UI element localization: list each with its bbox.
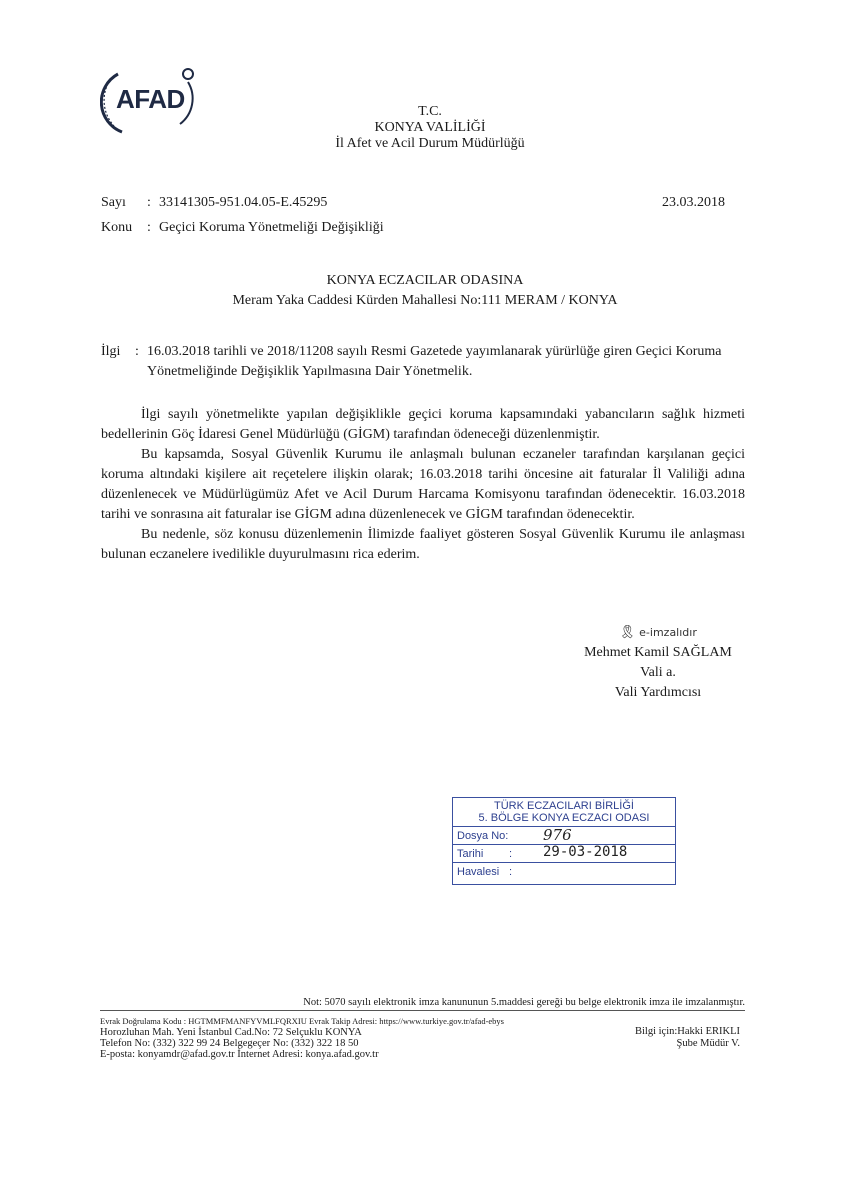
stamp-havale-label: Havalesi bbox=[457, 866, 500, 878]
ilgi-label: İlgi bbox=[101, 344, 121, 359]
stamp-havale-colon: : bbox=[509, 866, 513, 878]
recipient-name: KONYA ECZACILAR ODASINA bbox=[326, 273, 524, 288]
recipient-address: Meram Yaka Caddesi Kürden Mahallesi No:111 MERAM / KONYA bbox=[232, 293, 618, 308]
received-stamp bbox=[452, 797, 676, 885]
stamp-tarih-label: Tarihi bbox=[457, 848, 484, 860]
document-header bbox=[240, 104, 620, 152]
body-paragraph-3: Bu nedenle, söz konusu düzenlemenin İlimizde faaliyet gösteren Sosyal Güvenlik Kurumu ile anlaşması bulunan eczanelere ivedilikle duyurulmasını rica ederim. bbox=[101, 527, 745, 562]
ilgi-text: 16.03.2018 tarihli ve 2018/11208 sayılı Resmi Gazetede yayımlanarak yürürlüğe giren Geçici Koruma Yönetmeliğinde Değişiklik Yapılmasına Dair Yönetmelik. bbox=[147, 344, 722, 379]
stamp-line-2: 5. BÖLGE KONYA ECZACI ODASI bbox=[478, 812, 650, 824]
esignature-text: e-imzalıdır bbox=[639, 626, 697, 639]
logo-text: AFAD bbox=[116, 84, 185, 114]
body-paragraph-1: İlgi sayılı yönetmelikte yapılan değişiklikle geçici koruma kapsamındaki yabancıların sağlık hizmeti bedellerinin Göç İdaresi Genel Müdürlüğü (GİGM) tarafından ödeneceği düzenlenmiştir. bbox=[101, 407, 745, 442]
konu-row: Konu : Geçici Koruma Yönetmeliği Değişikliği bbox=[101, 218, 384, 238]
signer-title-1: Vali a. bbox=[640, 665, 676, 680]
header-valilik: KONYA VALİLİĞİ bbox=[374, 120, 486, 135]
document-date: 23.03.2018 bbox=[662, 195, 725, 210]
recipient-block bbox=[180, 271, 670, 311]
header-mudurluk: İl Afet ve Acil Durum Müdürlüğü bbox=[335, 136, 525, 151]
signature-block bbox=[548, 622, 768, 703]
footer-bilgi-name: Bilgi için:Hakki ERIKLI bbox=[635, 1026, 740, 1037]
footer-verification: Evrak Doğrulama Kodu : HGTMMFMANFYVMLFQRXIU Evrak Takip Adresi: https://www.turkiye.gov.tr/afad-ebys bbox=[100, 1016, 504, 1026]
konu-value: Geçici Koruma Yönetmeliği Değişikliği bbox=[159, 220, 384, 235]
stamp-dosya-row bbox=[453, 827, 675, 845]
stamp-line-1: TÜRK ECZACILARI BİRLİĞİ bbox=[494, 800, 634, 812]
footer-bilgi-title: Şube Müdür V. bbox=[676, 1038, 740, 1049]
stamp-dosya-label: Dosya No: bbox=[457, 830, 509, 842]
header-tc: T.C. bbox=[418, 104, 442, 119]
stamp-tarih-colon: : bbox=[509, 848, 513, 860]
footer-address: Horozluhan Mah. Yeni İstanbul Cad.No: 72 Selçuklu KONYA bbox=[100, 1027, 362, 1038]
stamp-tarih-value: 29-03-2018 bbox=[543, 844, 628, 860]
stamp-havale-row bbox=[453, 863, 675, 880]
footer-email: E-posta: konyamdr@afad.gov.tr İnternet Adresi: konya.afad.gov.tr bbox=[100, 1049, 379, 1060]
stamp-dosya-value: 976 bbox=[543, 826, 572, 844]
footer-contact bbox=[560, 1026, 740, 1050]
e-signature-note: Not: 5070 sayılı elektronik imza kanununun 5.maddesi gereği bu belge elektronik imza ile imzalanmıştır. bbox=[100, 997, 745, 1011]
konu-label: Konu bbox=[101, 220, 133, 235]
esignature-line bbox=[548, 622, 768, 643]
sayi-row: Sayı : 33141305-951.04.05-E.45295 bbox=[101, 193, 327, 213]
stamp-tarih-row bbox=[453, 845, 675, 863]
body-paragraph-2: Bu kapsamda, Sosyal Güvenlik Kurumu ile anlaşmalı bulunan eczaneler tarafından karşılanan geçici koruma altındaki kişilere ait reçetelere ilişkin olarak; 16.03.2018 tarihi öncesine ait faturalar İl Valiliği adına düzenlenecek ve Müdürlügümüz Afet ve Acil Durum Harcama Komisyonu tarafından ödenecektir. 16.03.2018 tarihi ve sonrasına ait faturalar ise GİGM adına düzenlenecek ve GİGM tarafından ödenecektir. bbox=[101, 447, 745, 522]
signer-title-2: Vali Yardımcısı bbox=[614, 685, 702, 700]
letter-body bbox=[101, 405, 745, 565]
stamp-header bbox=[453, 798, 675, 827]
sayi-value: 33141305-951.04.05-E.45295 bbox=[159, 195, 328, 210]
sayi-label: Sayı bbox=[101, 195, 126, 210]
signer-name: Mehmet Kamil SAĞLAM bbox=[584, 645, 732, 660]
afad-logo bbox=[100, 62, 212, 142]
footer-phone: Telefon No: (332) 322 99 24 Belgegeçer No: (332) 322 18 50 bbox=[100, 1038, 359, 1049]
ribbon-icon: 🎗︎ bbox=[619, 624, 636, 639]
